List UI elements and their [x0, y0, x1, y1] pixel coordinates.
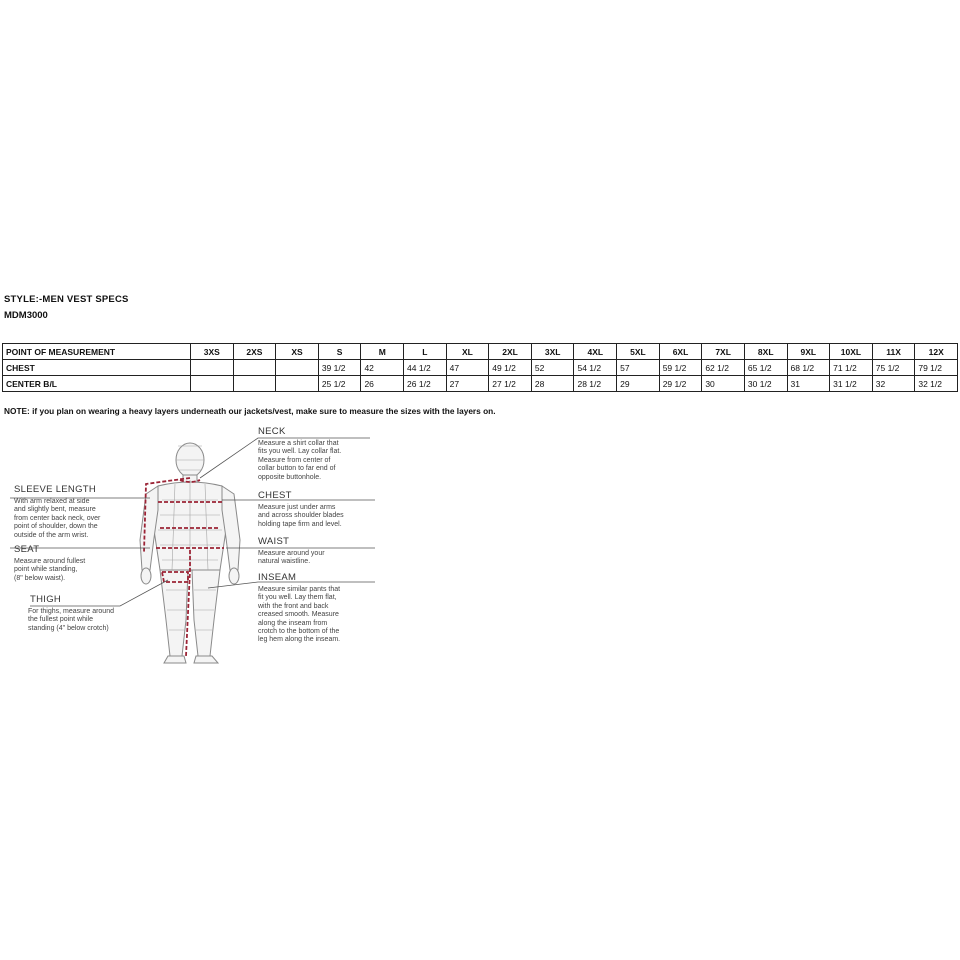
inseam-label: INSEAM	[258, 572, 297, 583]
measurement-cell: 32	[872, 376, 915, 392]
size-header: 11X	[872, 344, 915, 360]
size-header: XL	[446, 344, 489, 360]
waist-description: Measure around your natural waistline.	[258, 550, 325, 566]
size-header: 6XL	[659, 344, 702, 360]
style-title: STYLE:-MEN VEST SPECS	[4, 294, 129, 305]
measurement-cell: 32 1/2	[915, 376, 958, 392]
measurement-cell	[191, 376, 234, 392]
chest-label: CHEST	[258, 490, 292, 501]
measurement-cell: 29	[617, 376, 660, 392]
measurement-cell: 71 1/2	[830, 360, 873, 376]
size-header: 3XS	[191, 344, 234, 360]
measurement-cell	[233, 360, 276, 376]
waist-label: WAIST	[258, 536, 290, 547]
measurement-cell: 31 1/2	[830, 376, 873, 392]
measurement-cell: 62 1/2	[702, 360, 745, 376]
measurement-cell: 30	[702, 376, 745, 392]
size-header: 9XL	[787, 344, 830, 360]
measurement-cell: 52	[531, 360, 574, 376]
table-header-row	[3, 344, 958, 360]
measurement-cell	[276, 376, 319, 392]
size-header: S	[318, 344, 361, 360]
sleeve-length-description: With arm relaxed at side and slightly bent, measure from center back neck, over point of shoulder, down the outside of the arm wrist.	[14, 498, 101, 539]
row-label: CHEST	[3, 360, 191, 376]
row-label: CENTER B/L	[3, 376, 191, 392]
measurement-cell: 59 1/2	[659, 360, 702, 376]
size-header: 8XL	[744, 344, 787, 360]
measurement-cell: 27 1/2	[489, 376, 532, 392]
measurement-cell: 57	[617, 360, 660, 376]
size-header: XS	[276, 344, 319, 360]
table-row	[3, 376, 958, 392]
neck-label: NECK	[258, 426, 286, 437]
thigh-label: THIGH	[30, 594, 62, 605]
measurement-cell: 26 1/2	[404, 376, 447, 392]
measurement-cell: 54 1/2	[574, 360, 617, 376]
seat-label: SEAT	[14, 544, 40, 555]
thigh-description: For thighs, measure around the fullest point while standing (4" below crotch)	[28, 608, 114, 632]
size-header: M	[361, 344, 404, 360]
size-header: 4XL	[574, 344, 617, 360]
chest-description: Measure just under arms and across shoulder blades holding tape firm and level.	[258, 504, 344, 528]
measurement-cell: 31	[787, 376, 830, 392]
size-header: 10XL	[830, 344, 873, 360]
size-header: L	[404, 344, 447, 360]
measurement-cell: 79 1/2	[915, 360, 958, 376]
measurement-guide	[0, 420, 400, 670]
style-code: MDM3000	[4, 310, 48, 321]
measurement-cell: 27	[446, 376, 489, 392]
sleeve-length-label: SLEEVE LENGTH	[14, 484, 97, 495]
size-header: 7XL	[702, 344, 745, 360]
measurement-cell: 26	[361, 376, 404, 392]
measurement-cell: 65 1/2	[744, 360, 787, 376]
inseam-description: Measure similar pants that fit you well. Lay them flat, with the front and back creased smooth. Measure along the inseam from crotch to the bottom of the leg hem along the inseam.	[258, 586, 341, 644]
size-header: 2XL	[489, 344, 532, 360]
size-header: 5XL	[617, 344, 660, 360]
measurement-cell: 39 1/2	[318, 360, 361, 376]
size-header: 2XS	[233, 344, 276, 360]
neck-description: Measure a shirt collar that fits you well. Lay collar flat. Measure from center of collar button to far end of opposite buttonhole.	[258, 440, 342, 481]
measurement-cell: 49 1/2	[489, 360, 532, 376]
measurement-cell: 30 1/2	[744, 376, 787, 392]
size-spec-table	[2, 343, 958, 392]
measurement-cell	[233, 376, 276, 392]
measurement-cell: 47	[446, 360, 489, 376]
size-header: 12X	[915, 344, 958, 360]
measurement-cell: 28 1/2	[574, 376, 617, 392]
size-header: 3XL	[531, 344, 574, 360]
table-row	[3, 360, 958, 376]
header-point-of-measurement: POINT OF MEASUREMENT	[3, 344, 191, 360]
measurement-cell: 42	[361, 360, 404, 376]
layering-note: NOTE: if you plan on wearing a heavy layers underneath our jackets/vest, make sure to measure the sizes with the layers on.	[4, 406, 496, 416]
measurement-cell: 29 1/2	[659, 376, 702, 392]
measurement-cell	[191, 360, 234, 376]
measurement-cell	[276, 360, 319, 376]
measurement-cell: 68 1/2	[787, 360, 830, 376]
measurement-cell: 28	[531, 376, 574, 392]
measurement-cell: 25 1/2	[318, 376, 361, 392]
measurement-cell: 75 1/2	[872, 360, 915, 376]
seat-description: Measure around fullest point while standing, (8" below waist).	[14, 558, 86, 582]
measurement-cell: 44 1/2	[404, 360, 447, 376]
